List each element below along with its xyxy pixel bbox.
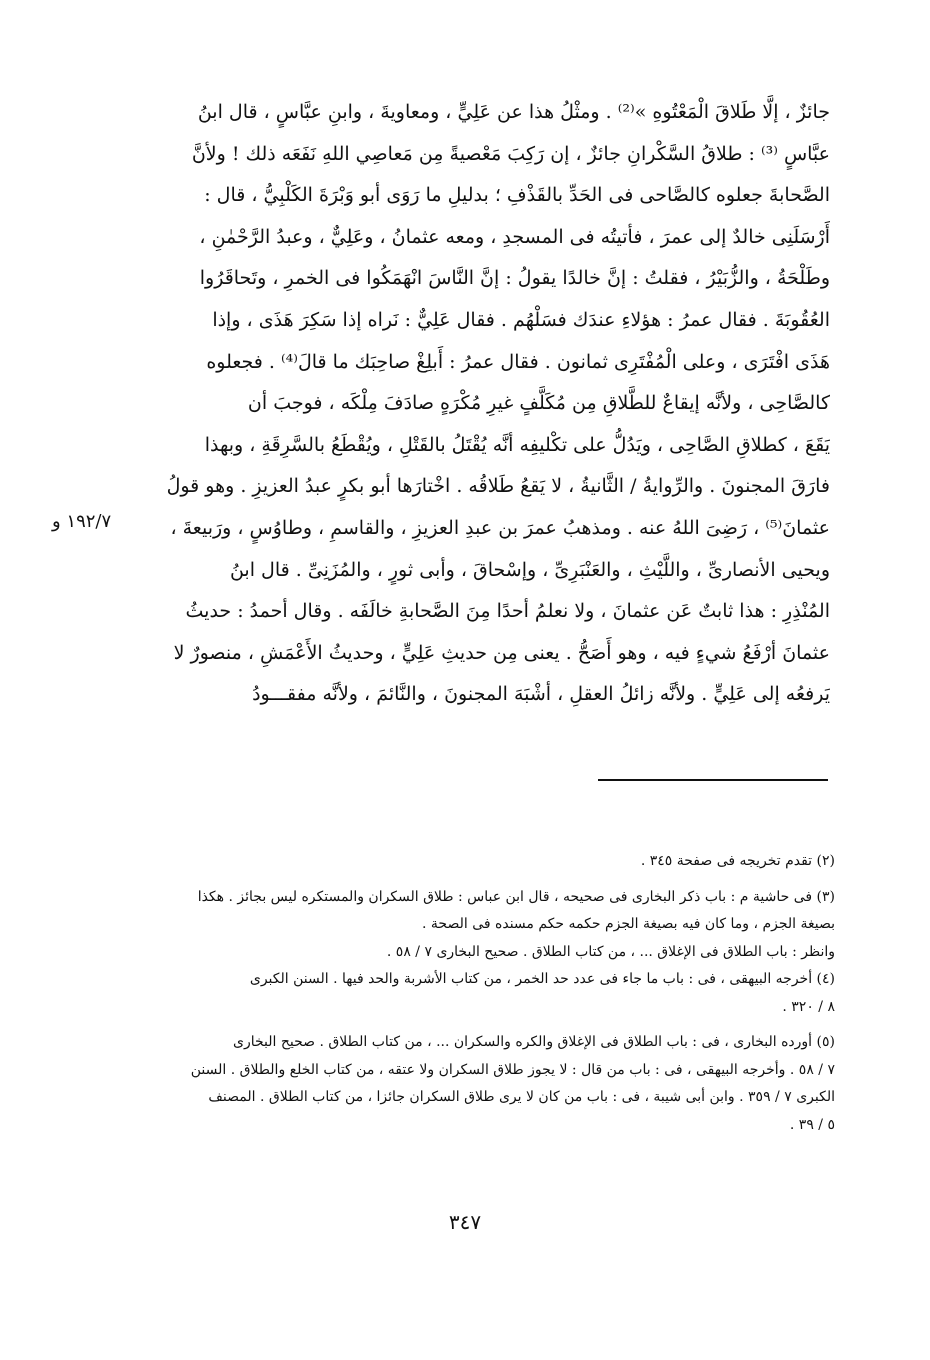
footnote [100, 848, 835, 876]
main-text-line: هَذَى افْتَرَى ، وعلى الْمُفْتَرِى ثمانون . فقال عمرُ : أَبلِغْ صاحِبَك ما قالَ⁽⁴⁾ . فجعلوه [206, 350, 830, 373]
footnote-separator [598, 779, 828, 781]
main-text-block [112, 92, 830, 716]
footnote-line: (٢) تقدم تخريجه فى صفحة ٣٤٥ . [640, 853, 835, 869]
main-text-line: يَرفعُه إلى عَلِيٍّ . ولأنَّه زائلُ العقلِ ، أشْبَهَ المجنونَ ، والنَّائمَ ، ولأنَّه مفقـــودُ [252, 683, 830, 706]
main-text-line: عثمانَ⁽⁵⁾ ، رَضِىَ اللهُ عنه . ومذهبُ عمرَ بن عبدِ العزيزِ ، والقاسمِ ، وطاوُسٍ ، ورَبيعةَ ، [170, 516, 830, 539]
main-text-line: يَقَعَ ، كطلاقِ الصَّاحِى ، ويَدُلُّ على تكْليفِه أنَّه يُقْتَلُ بالقَتْلِ ، ويُقْطَعُ بالسَّرِقَةِ ، وبهذا [204, 433, 830, 456]
footnote [100, 884, 835, 967]
footnote [100, 1029, 835, 1139]
margin-manuscript-reference: ١٩٢/٧ و [52, 511, 112, 532]
main-text-line: المُنْذِرِ : هذا ثابتٌ عَن عثمانَ ، ولا نعلمُ أحدًا مِنَ الصَّحابةِ خالَفَه . وقال أحمدُ : حديثُ [185, 600, 830, 623]
main-text-line: عبَّاسٍ ⁽³⁾ : طلاقُ السَّكْرانِ جائزٌ ، إن رَكِبَ مَعْصيةً مِن مَعاصِي اللهِ نَفَعَه ذلك ! ولأنَّ [191, 142, 830, 165]
footnote-line: بصيغة الجزم ، وما كان فيه بصيغة الجزم حكمه حكم مسنده فى الصحة . [422, 916, 835, 932]
main-text-line: العُقُوبَةَ . فقال عمرُ : هؤلاءِ عندَك فسَلْهُم . فقال عَلِيٌّ : نَراه إذا سَكِرَ هَذَى ، وإذا [212, 308, 830, 331]
footnotes-block [100, 848, 835, 1139]
footnote-line: ٥ / ٣٩ . [789, 1116, 835, 1133]
footnote-line: الكبرى ٧ / ٣٥٩ . وابن أبى شيبة ، فى : باب من كان لا يرى طلاق السكران جائزا ، من كتاب الطلاق . المصنف [208, 1089, 835, 1105]
main-text-line: جائزٌ ، إلَّا طَلاقَ الْمَعْتُوهِ »⁽²⁾ . ومثْلُ هذا عن عَلِيٍّ ، ومعاويةَ ، وابنِ عبَّاسٍ ، قال ابنُ [197, 101, 830, 123]
main-text-line: ويحيى الأنصارىِّ ، واللَّيْثِ ، والعَنْبَرِىِّ ، وإسْحاقَ ، وأبى ثورٍ ، والمُزَنِىِّ . قال ابنُ [229, 558, 830, 581]
footnote-gap [100, 1021, 835, 1029]
footnote-line: (٣) فى حاشية م : باب ذكر البخارى فى صحيحه ، قال ابن عباس : طلاق السكران والمستكره ليس بجائز . هكذا [197, 888, 835, 905]
main-text-line: فارَقَ المجنونَ . والرِّوايةُ / الثَّانيةُ ، لا يَقعُ طَلاقُه . اخْتارَها أبو بكرٍ عبدُ العزيزِ . وهو قولُ [166, 475, 830, 498]
footnote-line: (٤) أخرجه البيهقى ، فى : باب ما جاء فى عدد حد الخمر ، من كتاب الأشربة والحد فيها . السنن الكبرى [249, 971, 835, 987]
footnote-line: ٧ / ٥٨ . وأخرجه البيهقى ، فى : باب من قال : لا يجوز طلاق السكران ولا عتقه ، من كتاب الخلع والطلاق . السنن [190, 1061, 835, 1078]
main-text-line: كالصَّاحِى ، ولأنَّه إيقاعٌ للطَّلاقِ مِن مُكَلَّفٍ غيرِ مُكْرَهٍ صادَفَ مِلْكَه ، فوجبَ أن [247, 392, 830, 415]
footnote-line: ٨ / ٣٢٠ . [782, 998, 835, 1015]
footnote [100, 966, 835, 1021]
page-number: ٣٤٧ [448, 1210, 482, 1234]
footnote-gap [100, 876, 835, 884]
main-text-line: عثمانَ أرْفَعُ شيءٍ فيه ، وهو أَصَحُّ . يعنى مِن حديثِ عَلِيٍّ ، وحديثُ الأَعْمَشِ ، منصورٌ لا [173, 641, 830, 664]
main-text-line: أَرْسَلَنِى خالدٌ إلى عمرَ ، فأتيتُه فى المسجدِ ، ومعه عثمانُ ، وعَلِيٌّ ، وعبدُ الرَّحْمٰنِ ، [199, 225, 830, 248]
main-text-line: الصَّحابةَ جعلوه كالصَّاحى فى الحَدِّ بالقَذْفِ ؛ بدليلِ ما رَوَى أبو وَبْرَةَ الكَلْبِيُّ ، قال : [204, 184, 830, 207]
main-text-line: وطَلْحَةُ ، والزُّبَيْرُ ، فقلتُ : إنَّ خالدًا يقولُ : إنَّ النَّاسَ انْهَمَكُوا فى الخمرِ ، وتَحاقَرُوا [199, 267, 830, 290]
footnote-line: وانظر : باب الطلاق فى الإغلاق ... ، من كتاب الطلاق . صحيح البخارى ٧ / ٥٨ . [386, 943, 835, 960]
footnote-line: (٥) أورده البخارى ، فى : باب الطلاق فى الإغلاق والكره والسكران ... ، من كتاب الطلاق . صحيح البخارى [233, 1034, 835, 1050]
